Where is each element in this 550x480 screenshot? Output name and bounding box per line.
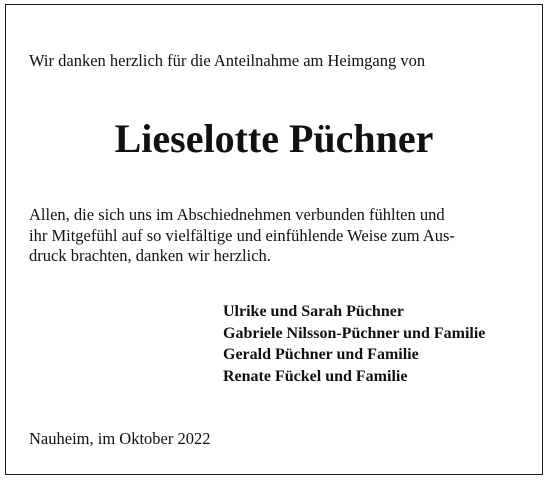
signatory: Gabriele Nilsson-Püchner und Familie (223, 324, 486, 342)
place-and-date: Nauheim, im Oktober 2022 (29, 429, 211, 448)
thanks-paragraph (29, 205, 529, 267)
signatory: Ulrike und Sarah Püchner (223, 303, 404, 320)
intro-text: Wir danken herzlich für die Anteilnahme am Heimgang von (29, 51, 426, 70)
thanks-line: ihr Mitgefühl auf so vielfältige und einfühlende Weise zum Aus- (29, 225, 455, 245)
thanks-line: druck brachten, danken wir herzlich. (29, 246, 271, 265)
signatories-list (223, 301, 485, 387)
thanks-line: Allen, die sich uns im Abschiednehmen verbunden fühlten und (29, 205, 445, 224)
signatory: Gerald Püchner und Familie (223, 346, 419, 363)
obituary-thank-you-notice (5, 4, 543, 475)
signatory: Renate Fückel und Familie (223, 367, 408, 385)
deceased-name: Lieselotte Püchner (114, 116, 434, 161)
